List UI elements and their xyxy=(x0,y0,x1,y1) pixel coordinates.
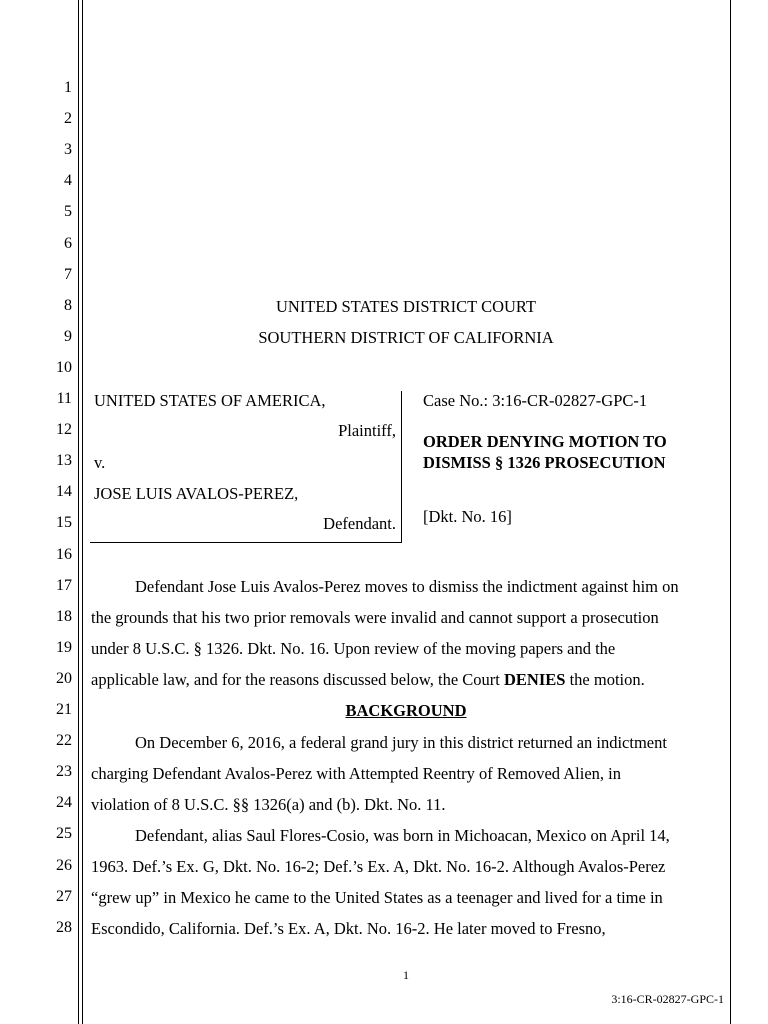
body-line: the grounds that his two prior removals were invalid and cannot support a prosecution xyxy=(91,608,659,627)
line-number: 21 xyxy=(56,701,72,718)
section-heading-background: BACKGROUND xyxy=(345,701,467,720)
plaintiff-name: UNITED STATES OF AMERICA, xyxy=(94,391,326,410)
court-district: SOUTHERN DISTRICT OF CALIFORNIA xyxy=(258,328,554,347)
line-number: 18 xyxy=(56,607,72,625)
case-number: Case No.: 3:16-CR-02827-GPC-1 xyxy=(423,391,648,410)
defendant-name: JOSE LUIS AVALOS-PEREZ, xyxy=(94,484,299,503)
footer-case-reference: 3:16-CR-02827-GPC-1 xyxy=(611,992,724,1006)
court-name: UNITED STATES DISTRICT COURT xyxy=(275,297,536,316)
order-title-line1: ORDER DENYING MOTION TO xyxy=(423,432,667,451)
line-number: 17 xyxy=(56,576,72,594)
body-text: the motion. xyxy=(565,670,645,689)
line-number: 6 xyxy=(64,234,72,252)
caption-divider xyxy=(401,391,402,543)
plaintiff-role: Plaintiff, xyxy=(338,421,396,440)
margin-rule-outer xyxy=(78,0,79,1024)
body-line: 1963. Def.’s Ex. G, Dkt. No. 16-2; Def.’s Ex. A, Dkt. No. 16-2. Although Avalos-Perez xyxy=(91,857,666,876)
line-number: 28 xyxy=(56,918,72,936)
defendant-role: Defendant. xyxy=(323,514,396,533)
line-number: 25 xyxy=(56,825,72,843)
body-line: Escondido, California. Def.’s Ex. A, Dkt. No. 16-2. He later moved to Fresno, xyxy=(91,919,606,938)
line-number: 8 xyxy=(64,296,72,314)
body-line: “grew up” in Mexico he came to the United States as a teenager and lived for a time in xyxy=(91,888,663,907)
body-text: applicable law, and for the reasons discussed below, the Court xyxy=(91,670,504,689)
line-number: 13 xyxy=(56,452,72,470)
line-number: 27 xyxy=(56,887,72,905)
page-number: 1 xyxy=(403,968,409,982)
margin-rule-right xyxy=(730,0,731,1024)
body-line xyxy=(91,670,645,690)
line-number: 26 xyxy=(56,856,72,874)
body-line: On December 6, 2016, a federal grand jury in this district returned an indictment xyxy=(135,733,667,752)
margin-rule-inner xyxy=(82,0,83,1024)
denies-emphasis: DENIES xyxy=(504,670,566,689)
line-number: 2 xyxy=(64,110,72,128)
line-number: 20 xyxy=(56,669,72,687)
body-line: under 8 U.S.C. § 1326. Dkt. No. 16. Upon review of the moving papers and the xyxy=(91,639,616,658)
order-title-line2: DISMISS § 1326 PROSECUTION xyxy=(423,453,666,472)
body-line: charging Defendant Avalos-Perez with Attempted Reentry of Removed Alien, in xyxy=(91,764,622,783)
line-number: 3 xyxy=(64,141,72,159)
line-number: 23 xyxy=(56,763,72,781)
line-number: 15 xyxy=(56,514,72,532)
line-number: 9 xyxy=(64,327,72,345)
line-number: 12 xyxy=(56,421,72,439)
line-number: 1 xyxy=(64,79,72,96)
line-number: 7 xyxy=(64,265,72,283)
body-line: Defendant, alias Saul Flores-Cosio, was born in Michoacan, Mexico on April 14, xyxy=(135,826,670,845)
line-number: 16 xyxy=(56,545,72,563)
line-number: 19 xyxy=(56,638,72,656)
line-number: 10 xyxy=(56,358,72,376)
line-number: 24 xyxy=(56,794,72,812)
caption-bottom-rule xyxy=(90,542,402,543)
versus-label: v. xyxy=(94,453,106,472)
docket-reference: [Dkt. No. 16] xyxy=(423,507,512,526)
line-number: 4 xyxy=(64,172,72,190)
line-number: 14 xyxy=(56,483,72,501)
body-line: Defendant Jose Luis Avalos-Perez moves to dismiss the indictment against him on xyxy=(135,577,679,596)
line-number: 22 xyxy=(56,732,72,750)
line-number: 5 xyxy=(64,203,72,221)
body-line: violation of 8 U.S.C. §§ 1326(a) and (b). Dkt. No. 11. xyxy=(91,795,446,814)
line-number: 11 xyxy=(56,390,72,407)
